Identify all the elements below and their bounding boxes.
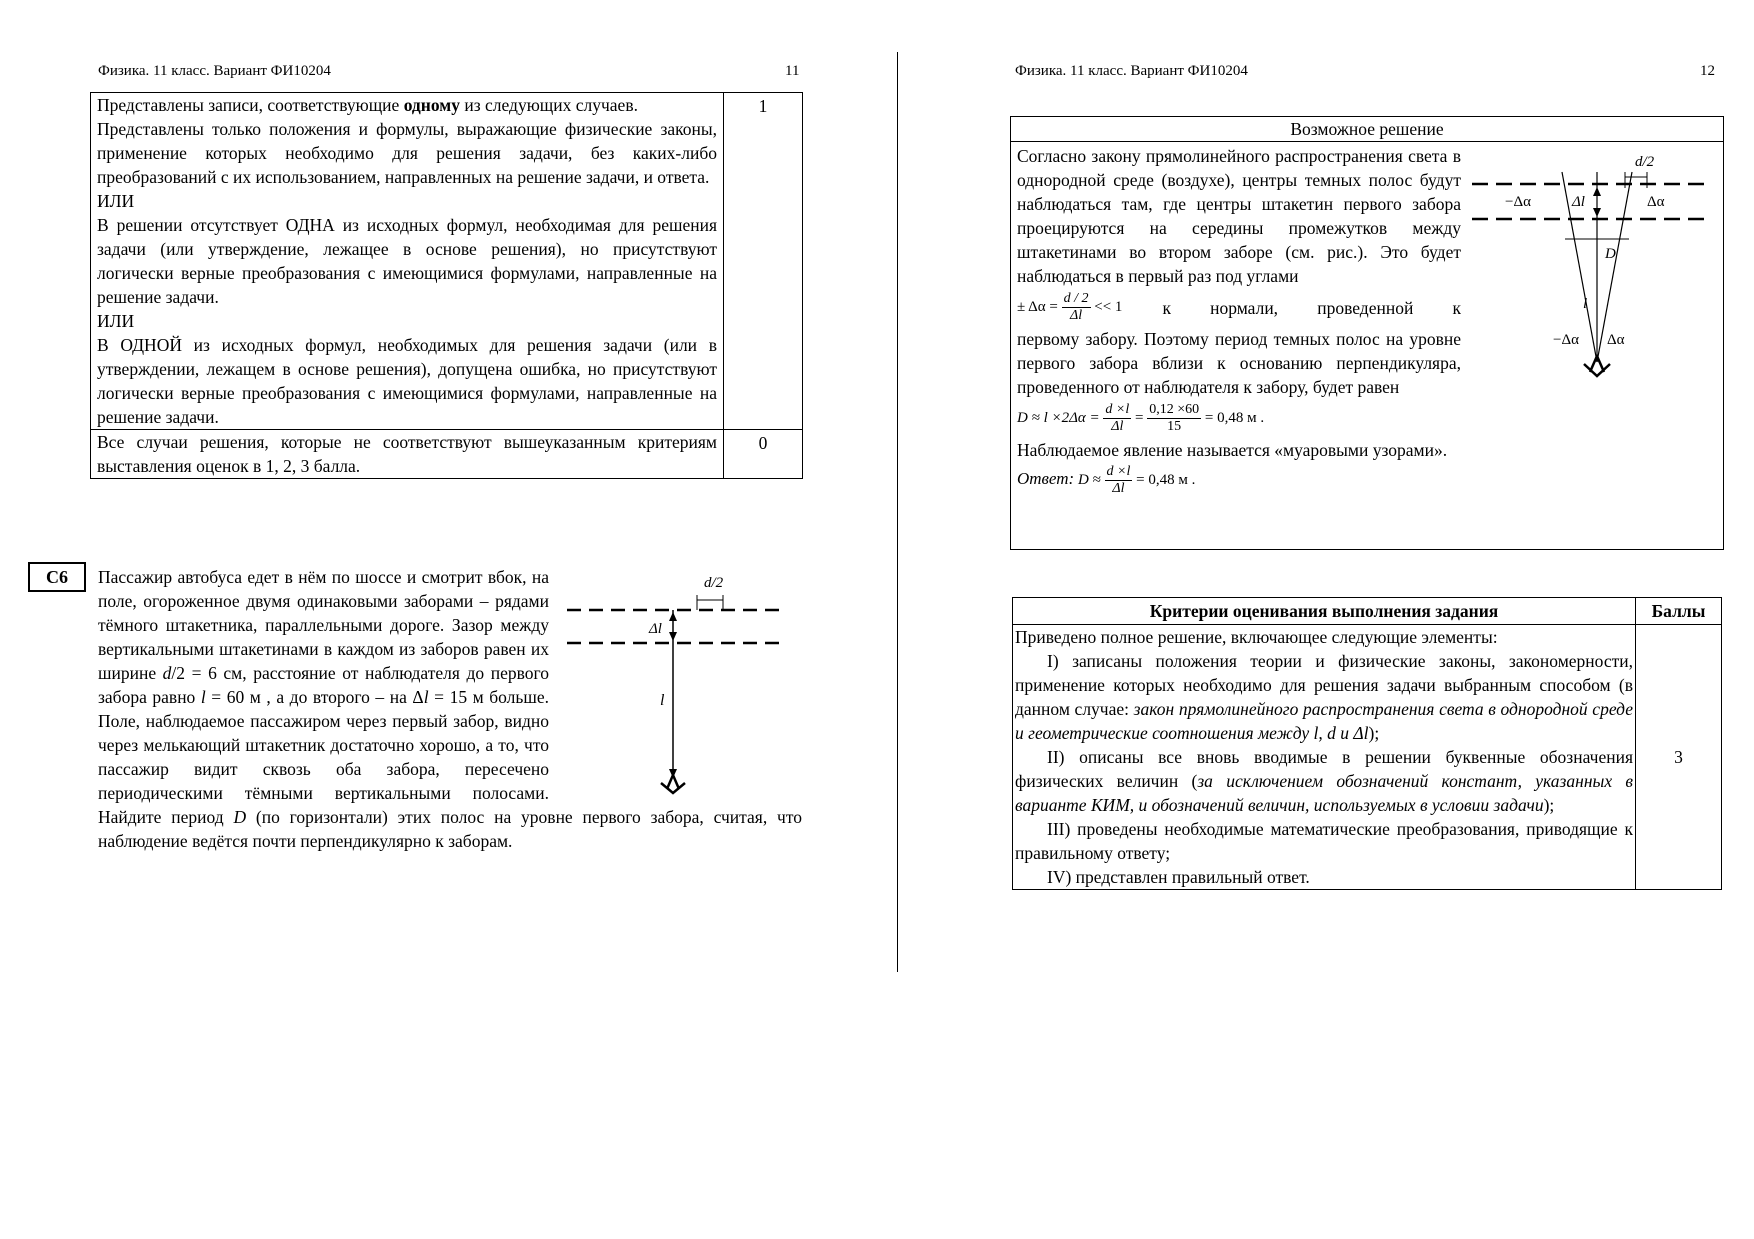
criteria-3-intro: Приведено полное решение, включающее следующие элементы: (1015, 627, 1498, 647)
criteria-1-or: ИЛИ (97, 191, 135, 211)
right-page-header: Физика. 11 класс. Вариант ФИ10204 (1015, 63, 1248, 79)
criteria-1-intro: Представлены записи, соответствующие одному из следующих случаев. (97, 95, 638, 115)
period-formula: D ≈ l ×2Δα = $\frac{d \times l}{\Delta l}$ = $\frac{0,12 \times 60}{15}$ = 0,48 м . (1017, 402, 1265, 434)
criteria-3-item-1: I) записаны положения теории и физические законы, закономерности, применение которых необходимо для решения задачи выбранным способом (в данном случае: закон прямолинейного распространения света в однородной среде и геометрические соотношения между l, d и Δl); (1015, 651, 1633, 743)
solution-text-2: к нормали, проведенной к (1162, 297, 1461, 318)
left-criteria-table (90, 92, 803, 479)
moire-label-dl: Δl (1572, 194, 1585, 210)
score-cell: 0 (724, 430, 803, 479)
moire-label-D: D (1605, 246, 1616, 262)
criteria-3-item-3: III) проведены необходимые математические преобразования, приводящие к правильному ответу; (1015, 819, 1633, 863)
criteria-1-or: ИЛИ (97, 311, 135, 331)
solution-body (1011, 142, 1723, 499)
solution-box (1010, 116, 1724, 550)
score-cell: 3 (1636, 625, 1722, 890)
moire-figure (1467, 144, 1717, 380)
right-criteria-table (1012, 597, 1722, 890)
criteria-cell-1 (91, 93, 724, 430)
problem-label: С6 (28, 562, 86, 592)
problem-text: d/2 Δl l Пассажир автобуса едет в нём по шоссе и смотрит вбок, на поле, огороженное двумя одинаковыми заборами – рядами тёмного штакетника, параллельными дороге. Зазор между вертикальными штакетинами в каждом из заборов равен их ширине d/2 = 6 см, расстояние от наблюдателя до первого забора равно l = 60 м , а до второго – на Δl = 15 м больше. Поле, наблюдаемое пассажиром через первый забор, видно через мелькающий штакетник достаточно хорошо, а то, что пассажир видит сквозь оба забора, пересечено периодическими тёмными вертикальными полосами. Найдите период D (по горизонтали) этих полос на уровне первого забора, считая, что наблюдение ведётся почти перпендикулярно к заборам. (98, 567, 802, 851)
score-header: Баллы (1636, 598, 1722, 625)
solution-text-1: Согласно закону прямолинейного распространения света в однородной среде (воздухе), центры темных полос будут наблюдаться там, где центры штакетин первого забора проецируются на середины промежутков между штакетинами во втором заборе (см. рис.). Это будет наблюдаться в первый раз под углами (1017, 146, 1461, 286)
moire-label-l: l (1583, 296, 1588, 312)
criteria-header-row (1013, 598, 1722, 625)
solution-text-3: первому забору. Поэтому период темных полос на уровне первого забора вблизи к основанию перпендикуляра, проведенного от наблюдателя к забору, будет равен (1017, 329, 1461, 397)
figure-label-dl: Δl (649, 621, 662, 637)
phenomenon-text: Наблюдаемое явление называется «муаровыми узорами». (1017, 440, 1448, 460)
criteria-row-score-3 (1013, 625, 1722, 890)
angle-formula-line (1017, 291, 1461, 324)
left-page-number: 11 (785, 63, 800, 79)
criteria-3-item-2: II) описаны все вновь вводимые в решении буквенные обозначения физических величин (за исключением обозначений констант, указанных в варианте КИМ, и обозначений величин, используемых в условии задачи); (1015, 747, 1633, 815)
criteria-row-score-1 (91, 93, 803, 430)
figure-label-l: l (660, 692, 665, 709)
answer-line: Ответ: D ≈ $\frac{d \times l}{\Delta l}$ = 0,48 м . (1017, 464, 1196, 496)
criteria-cell-0: Все случаи решения, которые не соответствуют вышеуказанным критериям выставления оценок в 1, 2, 3 балла. (91, 430, 724, 479)
criteria-1-para: Представлены только положения и формулы, выражающие физические законы, применение которых необходимо для решения задачи, без каких-либо преобразований с их использованием, направленных на решение задачи, и ответа. (97, 119, 717, 187)
moire-label-da: Δα (1647, 194, 1665, 210)
criteria-header: Критерии оценивания выполнения задания (1013, 598, 1636, 625)
criteria-1-para: В ОДНОЙ из исходных формул, необходимых для решения задачи (или в утверждении, лежащем в основе решения), допущена ошибка, но присутствуют логически верные преобразования с имеющимися формулами, направленные на решение задачи. (97, 335, 717, 427)
moire-label-d2: d/2 (1635, 154, 1655, 170)
criteria-row-score-0 (91, 430, 803, 479)
moire-label-minus-da2: −Δα (1553, 332, 1579, 348)
left-page-header: Физика. 11 класс. Вариант ФИ10204 (98, 63, 331, 79)
moire-label-minus-da: −Δα (1505, 194, 1531, 210)
criteria-cell-3 (1013, 625, 1636, 890)
solution-title: Возможное решение (1011, 117, 1723, 142)
moire-label-da2: Δα (1607, 332, 1625, 348)
criteria-1-para: В решении отсутствует ОДНА из исходных формул, необходимая для решения задачи (или утверждение, лежащее в основе решения), но присутствуют логически верные преобразования с имеющимися формулами, направленные на решение задачи. (97, 215, 717, 307)
right-page-number: 12 (1700, 63, 1715, 79)
figure-label-d2: d/2 (704, 575, 724, 591)
page-divider (897, 52, 898, 972)
criteria-3-item-4: IV) представлен правильный ответ. (1047, 867, 1310, 887)
angle-formula: ± Δα = $\frac{d / 2}{\Delta l}$ << 1 (1017, 291, 1123, 323)
fence-figure (557, 565, 802, 799)
score-cell: 1 (724, 93, 803, 430)
